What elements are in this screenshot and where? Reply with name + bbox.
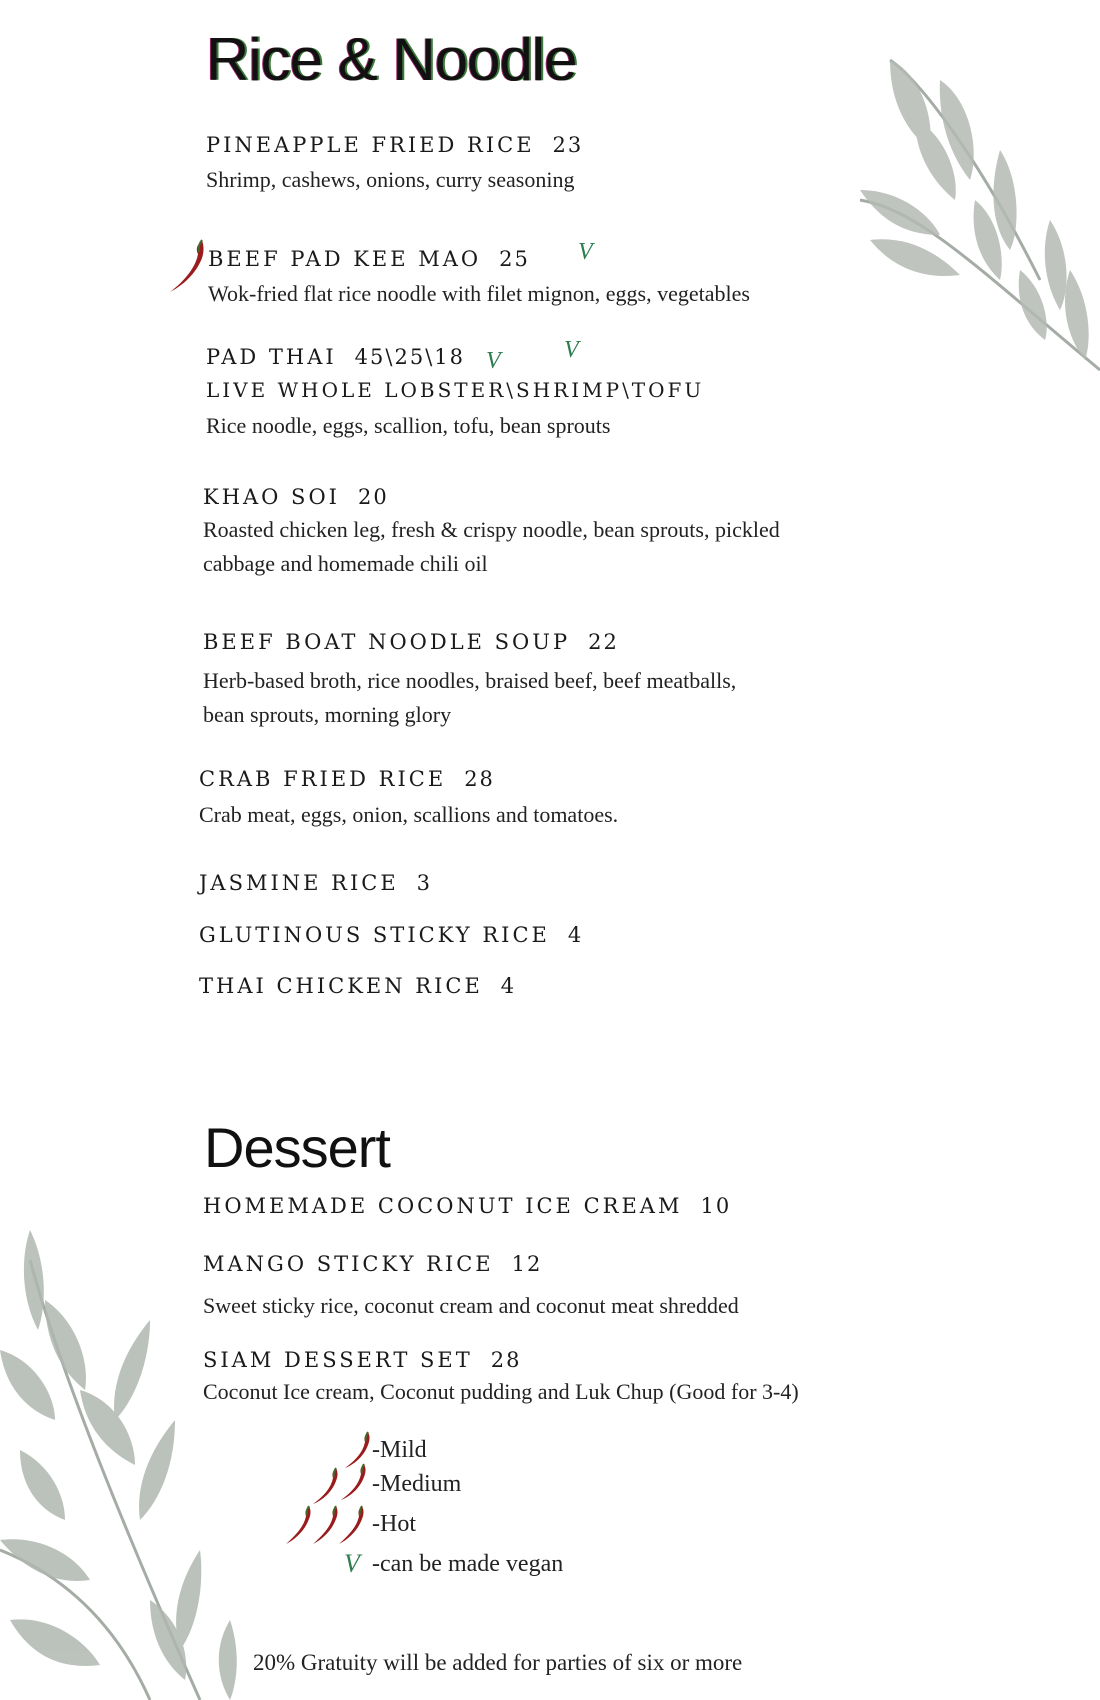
menu-item-name	[206, 347, 465, 368]
item-price: 3	[416, 871, 433, 895]
item-name: MANGO STICKY RICE	[203, 1252, 494, 1276]
item-subtitle: LIVE WHOLE LOBSTER\SHRIMP\TOFU	[206, 378, 705, 402]
menu-item-name	[199, 925, 583, 946]
chili-pepper-icon	[166, 238, 206, 294]
menu-item-name	[203, 1350, 522, 1371]
vegan-v-icon: V	[564, 337, 579, 363]
legend-medium: -Medium	[372, 1471, 462, 1497]
item-name: GLUTINOUS STICKY RICE	[199, 923, 550, 947]
item-description: Rice noodle, eggs, scallion, tofu, bean sprouts	[206, 413, 611, 438]
item-price: 12	[511, 1252, 543, 1276]
item-name: KHAO SOI	[203, 485, 340, 509]
menu-item-name	[199, 976, 516, 997]
item-name: HOMEMADE COCONUT ICE CREAM	[203, 1194, 683, 1218]
vegan-v-icon: V	[578, 239, 593, 265]
menu-item-name	[203, 1196, 731, 1217]
item-name: SIAM DESSERT SET	[203, 1348, 473, 1372]
item-price: 20	[357, 485, 389, 509]
legend-hot: -Hot	[372, 1511, 416, 1537]
item-description: Crab meat, eggs, onion, scallions and tomatoes.	[199, 802, 619, 827]
item-price: 45\25\18	[354, 345, 465, 369]
item-price: 22	[588, 630, 619, 654]
menu-item-name	[203, 487, 389, 508]
item-description: cabbage and homemade chili oil	[203, 551, 488, 576]
spice-legend	[280, 1430, 620, 1580]
item-price: 25	[499, 247, 530, 271]
item-name: CRAB FRIED RICE	[199, 767, 447, 791]
section-title-dessert: Dessert	[204, 1116, 390, 1179]
item-price: 4	[500, 974, 517, 998]
item-name: BEEF BOAT NOODLE SOUP	[203, 630, 571, 654]
menu-item-name	[208, 249, 530, 270]
menu-item-name	[199, 769, 495, 790]
item-description: bean sprouts, morning glory	[203, 702, 452, 727]
item-price: 4	[567, 923, 584, 947]
section-title-rice-noodle: Rice & Noodle	[206, 26, 577, 93]
item-description: Wok-fried flat rice noodle with filet mignon, eggs, vegetables	[208, 281, 750, 306]
item-price: 28	[464, 767, 495, 791]
item-name: PINEAPPLE FRIED RICE	[206, 133, 535, 157]
item-price: 10	[700, 1194, 732, 1218]
chili-pepper-icon	[283, 1504, 313, 1546]
legend-mild: -Mild	[372, 1437, 427, 1463]
chili-pepper-icon	[336, 1504, 366, 1546]
item-description: Sweet sticky rice, coconut cream and coconut meat shredded	[203, 1293, 739, 1318]
item-description: Herb-based broth, rice noodles, braised beef, beef meatballs,	[203, 668, 737, 693]
menu-item-name	[199, 873, 432, 894]
vegan-v-icon: V	[486, 348, 501, 374]
menu-item-name	[206, 135, 583, 156]
item-name: THAI CHICKEN RICE	[199, 974, 483, 998]
item-price: 28	[490, 1348, 522, 1372]
gratuity-note: 20% Gratuity will be added for parties of six or more	[253, 1650, 743, 1675]
chili-pepper-icon	[310, 1466, 340, 1506]
item-description: Shrimp, cashews, onions, curry seasoning	[206, 167, 575, 192]
item-description: Roasted chicken leg, fresh & crispy noodle, bean sprouts, pickled	[203, 517, 780, 542]
menu-item-name	[203, 632, 619, 653]
leaf-branch-icon	[860, 40, 1100, 400]
menu-item-name	[203, 1254, 542, 1275]
item-name: JASMINE RICE	[199, 871, 399, 895]
legend-vegan: -can be made vegan	[372, 1551, 564, 1577]
item-description: Coconut Ice cream, Coconut pudding and Luk Chup (Good for 3-4)	[203, 1379, 799, 1404]
chili-pepper-icon	[338, 1462, 368, 1502]
item-price: 23	[552, 133, 584, 157]
vegan-v-icon: V	[344, 1549, 360, 1578]
item-name: BEEF PAD KEE MAO	[208, 247, 482, 271]
item-name: PAD THAI	[206, 345, 337, 369]
